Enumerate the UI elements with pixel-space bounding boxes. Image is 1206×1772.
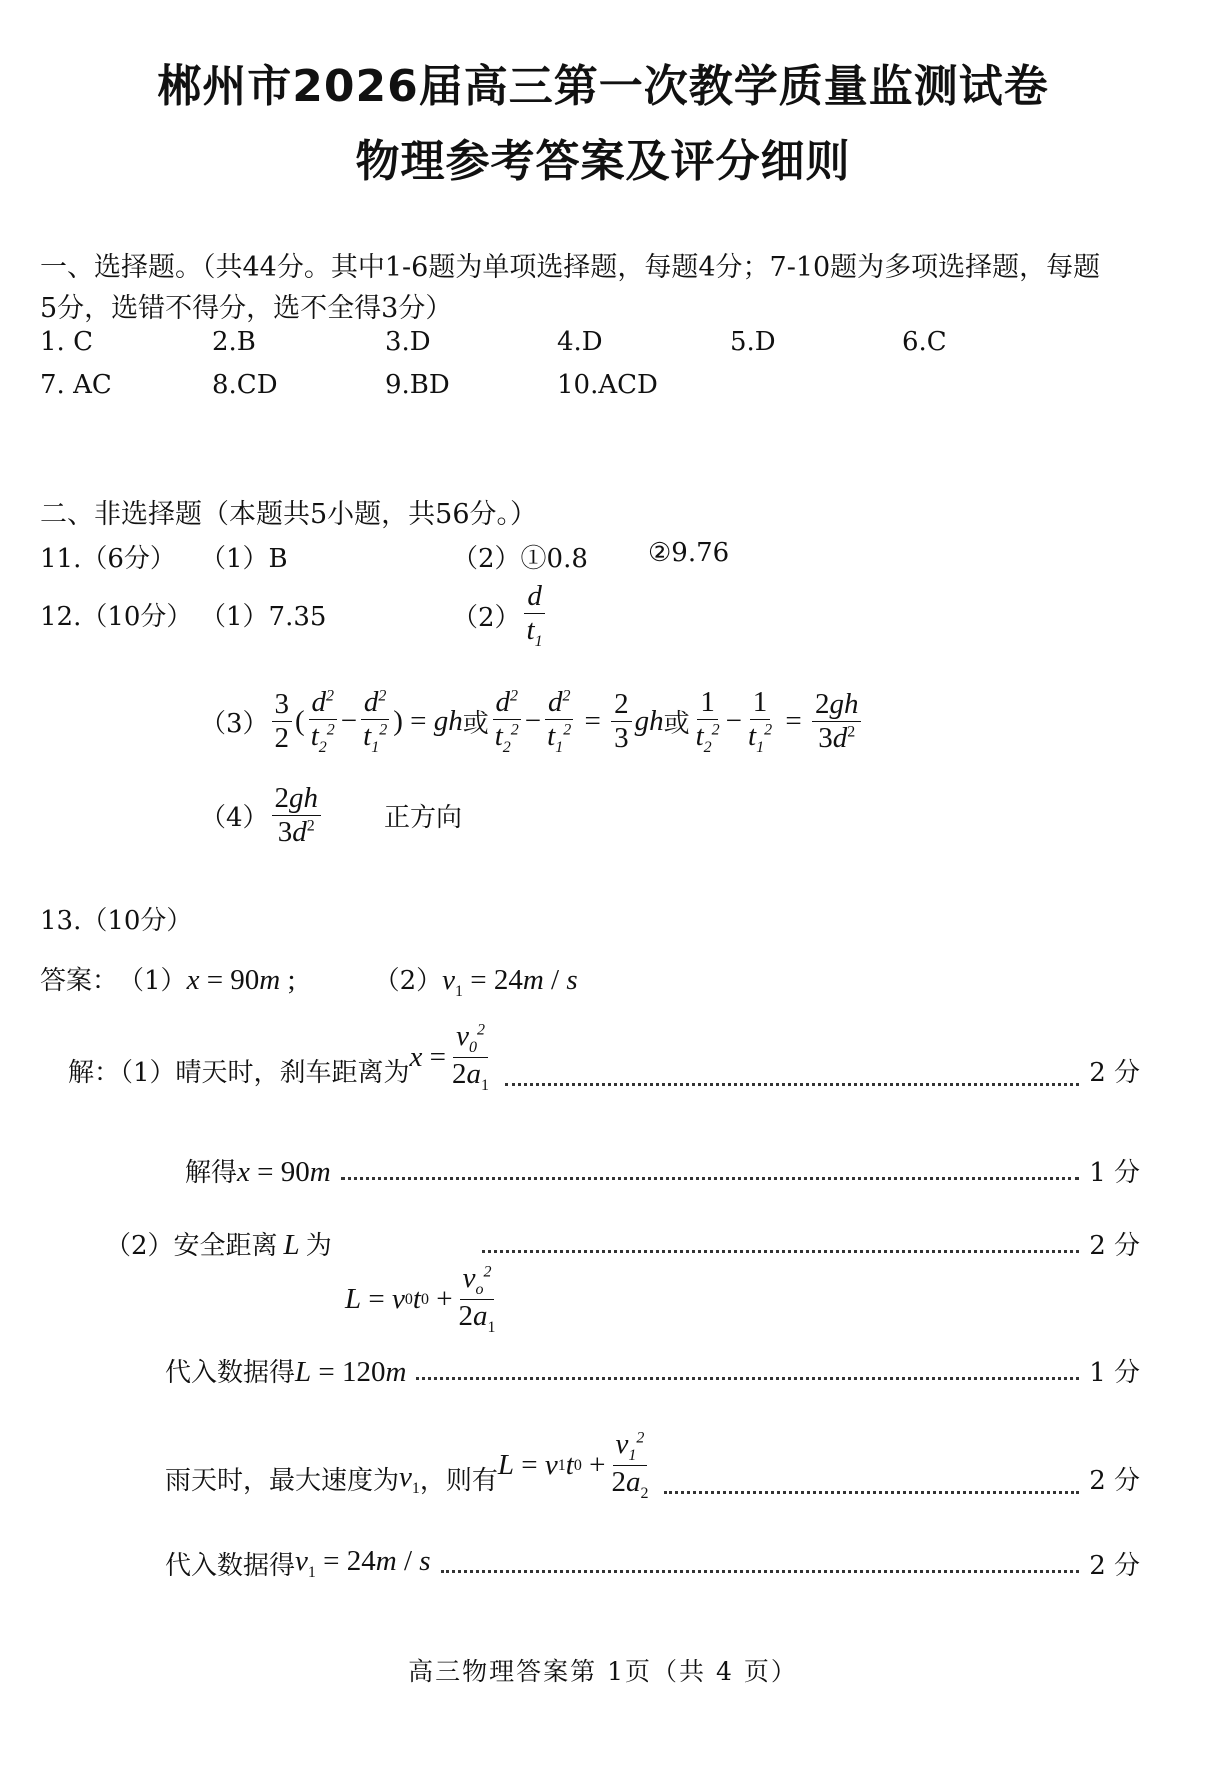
q13-step6-formula: $v_1 = 24m / s$	[295, 1545, 431, 1581]
leader-dots	[441, 1570, 1080, 1573]
q13-step2	[185, 1152, 1140, 1189]
q11-part2: （2）①0.8	[452, 544, 588, 574]
q13-step5-formula: L = v 1 t 0 + $v_1^2$ $2a_2$	[497, 1428, 649, 1502]
q13-answers	[40, 960, 578, 1001]
q12-part1: （1）7.35	[200, 602, 327, 632]
answer-8: 8.CD	[212, 370, 278, 400]
q12-part2-formula: d $t_1$	[524, 580, 546, 652]
answer-4: 4.D	[557, 327, 603, 357]
q13-step4-text: 代入数据得	[165, 1358, 296, 1388]
q12-part2-label: （2）	[452, 603, 521, 634]
q13-step1	[68, 1020, 1140, 1095]
q12-part4-label: （4）	[200, 803, 269, 834]
q11-label: 11.（6分）	[40, 544, 176, 574]
q13-step5-var: $v_1$	[399, 1460, 420, 1497]
q13-ans-p1-formula: x = 90m ;	[186, 964, 296, 996]
leader-dots	[341, 1177, 1079, 1180]
or-text-2: 或	[663, 709, 690, 740]
q13-step6	[165, 1545, 1140, 1582]
section1-heading-line1: 一、选择题。（共44分。其中1-6题为单项选择题，每题4分；7-10题为多项选择题，每题	[40, 252, 1101, 283]
q13-step6-text: 代入数据得	[165, 1551, 296, 1581]
answer-key-title: 物理参考答案及评分细则	[355, 136, 851, 187]
q12-label: 12.（10分）	[40, 602, 193, 632]
q13-ans-p2-formula: $v_1 = 24m / s$	[442, 964, 578, 1000]
q12-part2	[452, 580, 549, 652]
leader-dots	[416, 1377, 1079, 1380]
q13-step5-text: 雨天时，最大速度为	[165, 1466, 400, 1497]
q13-step1-text: 解：（1）晴天时，刹车距离为	[68, 1058, 410, 1089]
answer-1: 1. C	[40, 327, 93, 357]
q13-step3-text: （2）安全距离	[105, 1231, 278, 1261]
q13-step2-text: 解得	[185, 1158, 238, 1188]
leader-dots	[505, 1083, 1079, 1086]
answer-5: 5.D	[730, 327, 776, 357]
q12-part3-label: （3）	[200, 709, 269, 740]
q13-step3-var: L	[283, 1229, 300, 1261]
q12-part4	[200, 782, 462, 850]
page-footer: 高三物理答案第 1页（共 4 页）	[408, 1657, 798, 1686]
q13-step3-text-b: 为	[305, 1231, 332, 1261]
q13-step6-score: 2 分	[1089, 1551, 1140, 1581]
q12-part4-formula: 2gh $3d^2$	[272, 782, 322, 850]
q13-step5-score: 2 分	[1089, 1466, 1140, 1497]
q13-step4-score: 1 分	[1089, 1358, 1140, 1388]
section1-heading-line2: 5分，选错不得分，选不全得3分）	[40, 293, 453, 324]
answer-6: 6.C	[902, 327, 947, 357]
q13-step3	[105, 1225, 1140, 1262]
q13-step5-text-b: ，则有	[419, 1466, 498, 1497]
q13-ans-p1: （1）	[118, 966, 187, 996]
q12-part4-text: 正方向	[384, 803, 463, 834]
q13-step5	[165, 1428, 1140, 1503]
q13-ans-p2: （2）	[373, 966, 443, 996]
answer-10: 10.ACD	[557, 370, 658, 400]
q13-step3-formula: L = v 0 t 0 + $v_o^2$ $2a_1$	[345, 1262, 496, 1336]
leader-dots	[482, 1250, 1079, 1253]
q12-part3-formula: 3 2 ( $d^2$ $t_2^2$ − $d^2$ $t_1^2$ ) = gh 或 $d^2$ $t_2^2$ − $d^2$ $t_1^2$ = 2 3 gh 或 1 $t_2^2$ − 1 $t_1^2$ = 2gh $3d^2$	[269, 686, 865, 758]
q13-step4	[165, 1352, 1140, 1389]
section2-heading: 二、非选择题（本题共5小题，共56分。）	[40, 499, 538, 530]
q13-answer-label: 答案：	[40, 966, 119, 996]
answer-2: 2.B	[212, 327, 256, 357]
q13-step1-score: 2 分	[1089, 1058, 1140, 1089]
q12-part3	[200, 686, 864, 758]
q13-step4-formula: L = 120m	[295, 1356, 407, 1388]
answer-3: 3.D	[385, 327, 431, 357]
q13-step2-score: 1 分	[1089, 1158, 1140, 1188]
q13-step1-formula: x = $v_0^2$ $2a_1$	[409, 1020, 490, 1094]
answer-7: 7. AC	[40, 370, 112, 400]
exam-title: 郴州市2026届高三第一次教学质量监测试卷	[157, 61, 1049, 112]
q13-step2-formula: x = 90m	[237, 1156, 331, 1188]
q11-part3: ②9.76	[648, 538, 730, 568]
q11-part1: （1）B	[200, 544, 288, 574]
answer-9: 9.BD	[385, 370, 450, 400]
leader-dots	[664, 1491, 1079, 1494]
q13-step3-score: 2 分	[1089, 1231, 1140, 1261]
q13-label: 13.（10分）	[40, 906, 193, 936]
or-text-1: 或	[462, 709, 489, 740]
